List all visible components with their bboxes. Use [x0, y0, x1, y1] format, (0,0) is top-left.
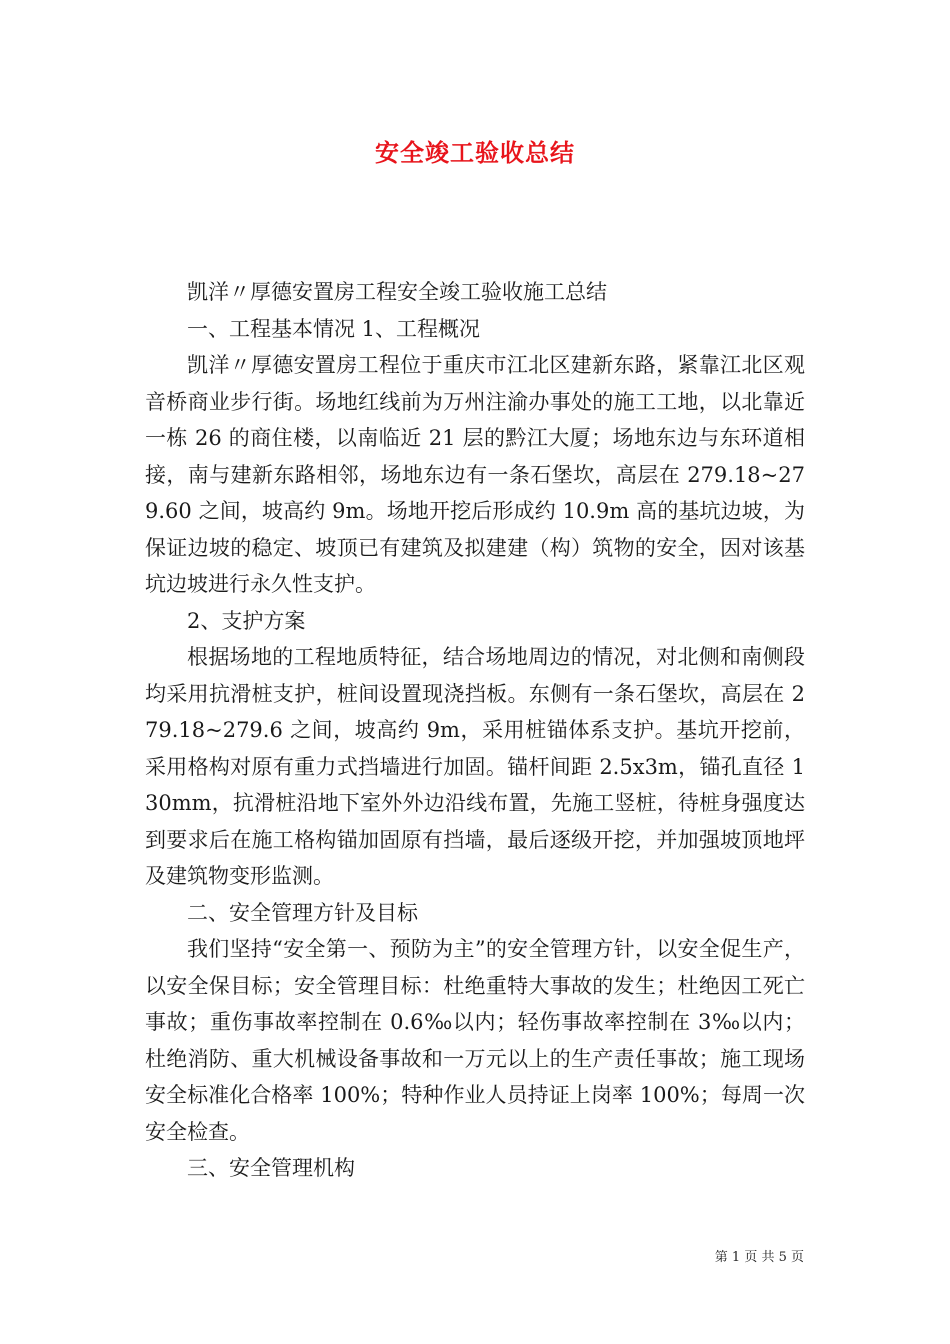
- paragraph-support-plan: 根据场地的工程地质特征，结合场地周边的情况，对北侧和南侧段均采用抗滑桩支护，桩间设置现浇挡板。东侧有一条石堡坎，高层在 279.18~279.6 之间，坡高约 9m，采用桩锚体系支护。基坑开挖前，采用格构对原有重力式挡墙进行加固。锚杆间距 2.5x3m，锚孔直径 130mm，抗滑桩沿地下室外外边沿线布置，先施工竖桩，待桩身强度达到要求后在施工格构锚加固原有挡墙，最后逐级开挖，并加强坡顶地坪及建筑物变形监测。: [145, 645, 805, 888]
- document-subtitle: 凯洋〃厚德安置房工程安全竣工验收施工总结: [187, 280, 607, 304]
- paragraph-safety-policy: 我们坚持“安全第一、预防为主”的安全管理方针，以安全促生产，以安全保目标；安全管理目标：杜绝重特大事故的发生；杜绝因工死亡事故；重伤事故率控制在 0.6‰以内；轻伤事故率控制在 3‰以内；杜绝消防、重大机械设备事故和一万元以上的生产责任事故；施工现场安全标准化合格率 100%；特种作业人员持证上岗率 100%；每周一次安全检查。: [145, 937, 805, 1144]
- section-heading-safety-policy: 二、安全管理方针及目标: [187, 900, 418, 925]
- page-number: 第 1 页 共 5 页: [714, 1250, 804, 1265]
- document-body: [145, 274, 805, 1187]
- page-title: 安全竣工验收总结: [375, 138, 575, 167]
- section-heading-safety-organization: 三、安全管理机构: [187, 1156, 355, 1180]
- paragraph-project-overview: 凯洋〃厚德安置房工程位于重庆市江北区建新东路，紧靠江北区观音桥商业步行街。场地红线前为万州注渝办事处的施工工地，以北靠近一栋 26 的商住楼，以南临近 21 层的黔江大厦；场地东边与东环道相接，南与建新东路相邻，场地东边有一条石堡坎，高层在 279.18~279.60 之间，坡高约 9m。场地开挖后形成约 10.9m 高的基坑边坡，为保证边坡的稳定、坡顶已有建筑及拟建建（构）筑物的安全，因对该基坑边坡进行永久性支护。: [145, 353, 805, 596]
- section-heading-support-plan: 2、支护方案: [187, 608, 306, 633]
- section-heading-project-overview: 一、工程基本情况 1、工程概况: [187, 316, 481, 341]
